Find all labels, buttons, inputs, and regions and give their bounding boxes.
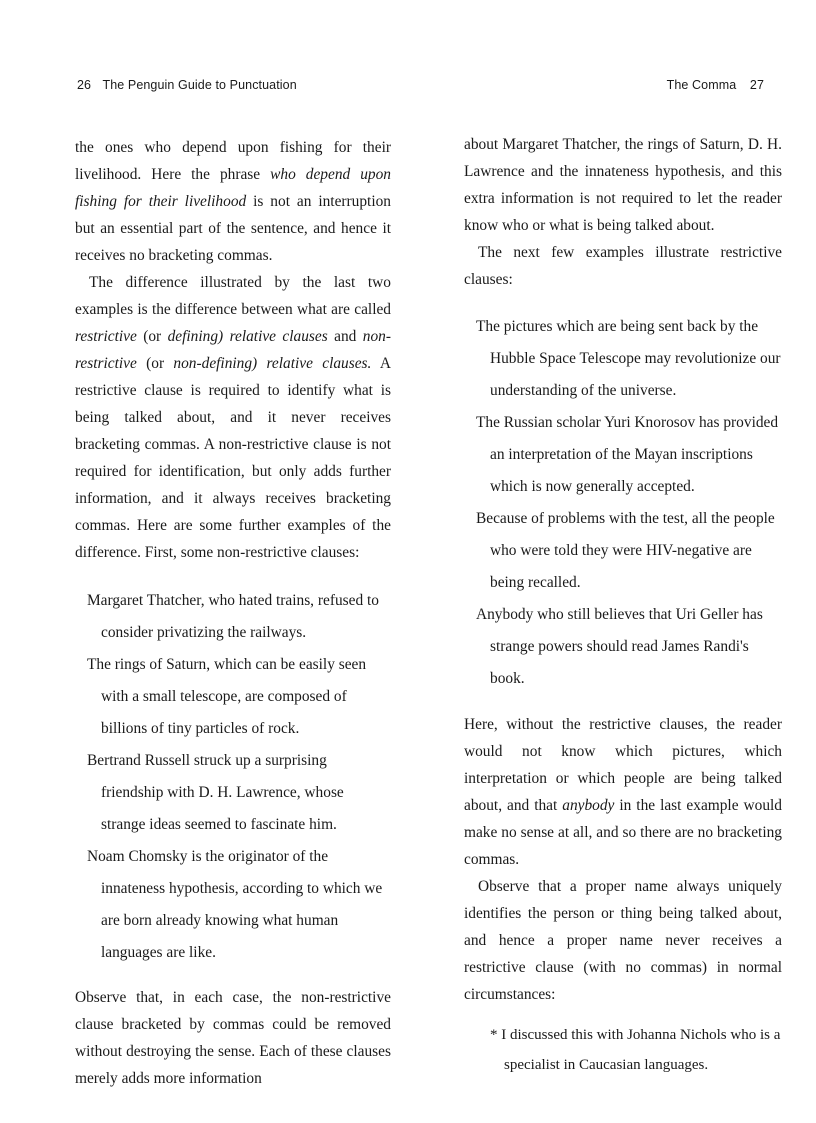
left-running-header (77, 78, 297, 92)
right-page-body (464, 131, 782, 1080)
example-item: Margaret Thatcher, who hated trains, refused to consider privatizing the railways. (87, 592, 379, 641)
example-item: The pictures which are being sent back by the Hubble Space Telescope may revolutionize our understanding of the universe. (476, 318, 781, 399)
left-paragraph-1: the ones who depend upon fishing for their livelihood. Here the phrase who depend upon fishing for their livelihood is not an interruption but an essential part of the sentence, and hence it receives no bracketing commas. (75, 139, 391, 264)
example-item: The Russian scholar Yuri Knorosov has provided an interpretation of the Mayan inscriptions which is now generally accepted. (476, 414, 779, 495)
left-page-number: 26 (77, 78, 92, 92)
right-paragraph-1: about Margaret Thatcher, the rings of Saturn, D. H. Lawrence and the innateness hypothesis, and this extra information is not required to let the reader know who or what is being talked about. (464, 136, 782, 234)
right-header-title: The Comma (666, 78, 737, 92)
italic-word: anybody (562, 797, 615, 814)
example-item: Noam Chomsky is the originator of the innateness hypothesis, according to which we are born already knowing what human languages are like. (87, 848, 383, 961)
example-item: Because of problems with the test, all the people who were told they were HIV-negative are being recalled. (476, 510, 775, 591)
footnote: * I discussed this with Johanna Nichols who is a specialist in Caucasian languages. (490, 1027, 781, 1073)
right-paragraph-4: Observe that a proper name always uniquely identifies the person or thing being talked about, and hence a proper name never receives a restrictive clause (with no commas) in normal circumstances: (464, 878, 782, 1003)
left-page-body (75, 134, 391, 1092)
right-page-number: 27 (749, 78, 764, 92)
italic-phrase: who depend upon fishing for their livelihood (75, 166, 391, 210)
left-paragraph-2: The difference illustrated by the last two examples is the difference between what are called restrictive (or defining) relative clauses and non-restrictive (or non-defining) relative clauses. A restrictive clause is required to identify what is being talked about, and it never receives bracketing commas. A non-restrictive clause is not required for identification, but only adds further information, and it always receives bracketing commas. Here are some further examples of the difference. First, some non-restrictive clauses: (75, 274, 391, 561)
right-paragraph-3: Here, without the restrictive clauses, the reader would not know which pictures, which interpretation or which people are being talked about, and that anybody in the last example would make no sense at all, and so there are no bracketing commas. (464, 716, 782, 868)
left-header-title: The Penguin Guide to Punctuation (102, 78, 297, 92)
right-paragraph-2: The next few examples illustrate restrictive clauses: (464, 244, 782, 288)
example-item: Bertrand Russell struck up a surprising friendship with D. H. Lawrence, whose strange ideas seemed to fascinate him. (87, 752, 344, 833)
example-item: Anybody who still believes that Uri Geller has strange powers should read James Randi's book. (476, 606, 763, 687)
non-restrictive-examples (75, 585, 391, 969)
example-item: The rings of Saturn, which can be easily seen with a small telescope, are composed of billions of tiny particles of rock. (87, 656, 367, 737)
restrictive-examples (464, 311, 782, 695)
right-running-header (667, 78, 764, 92)
left-paragraph-3: Observe that, in each case, the non-restrictive clause bracketed by commas could be removed without destroying the sense. Each of these clauses merely adds more information (75, 989, 391, 1087)
